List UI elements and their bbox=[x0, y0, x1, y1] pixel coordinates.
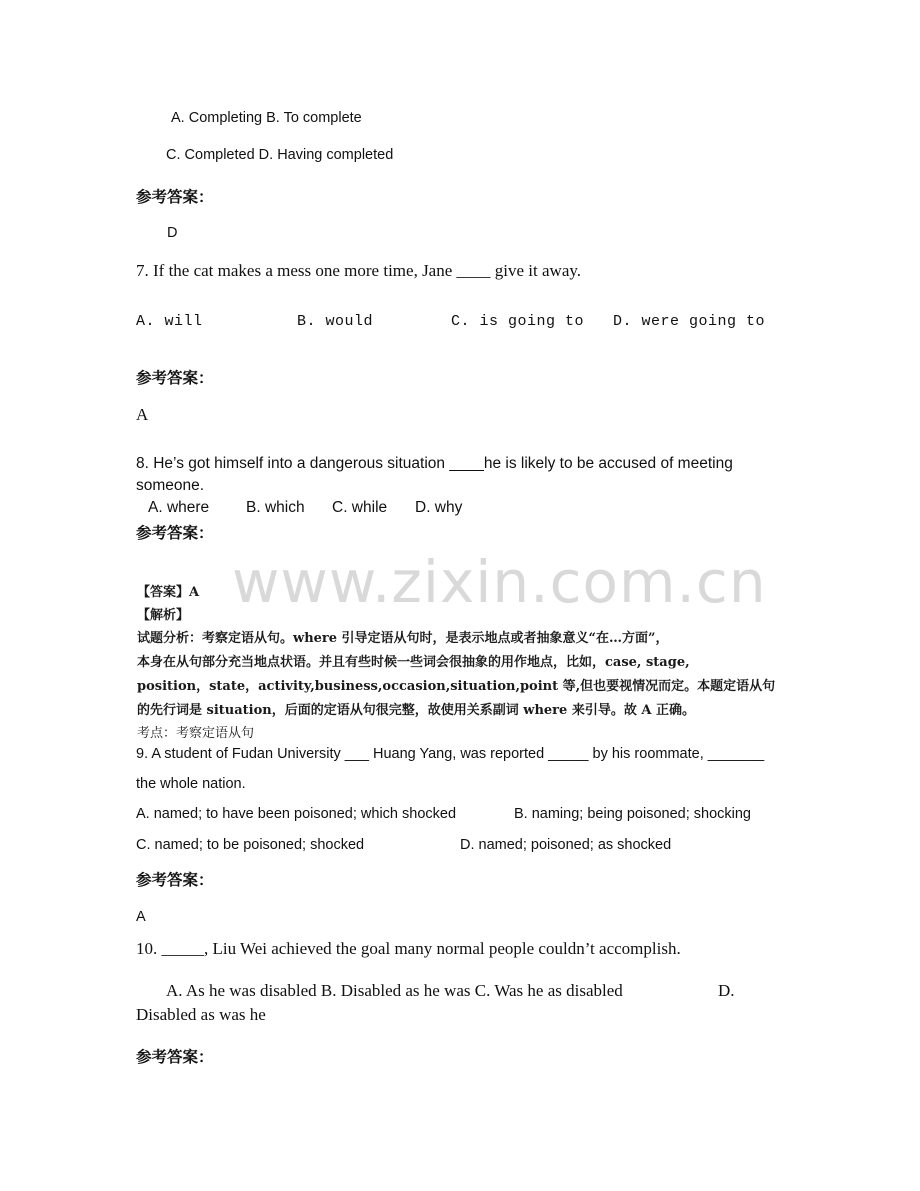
q7-question: 7. If the cat makes a mess one more time, Jane ____ give it away. bbox=[136, 261, 582, 280]
q7-answer: A bbox=[136, 405, 149, 424]
q8-solution-line1: 试题分析：考察定语从句。where 引导定语从句时，是表示地点或者抽象意义“在…方面”， bbox=[137, 631, 669, 646]
q7-option-c: C. is going to bbox=[451, 313, 585, 330]
q9-option-d: D. named; poisoned; as shocked bbox=[460, 837, 672, 853]
q9-option-b: B. naming; being poisoned; shocking bbox=[514, 806, 751, 822]
q6-answer-label: 参考答案： bbox=[136, 188, 214, 206]
q8-solution-line2: 本身在从句部分充当地点状语。并且有些时候一些词会很抽象的用作地点，比如，case, stage, bbox=[137, 655, 690, 670]
q9-question-line2: the whole nation. bbox=[136, 776, 246, 792]
q6-options-line1: A. Completing B. To complete bbox=[171, 110, 362, 126]
q9-answer: A bbox=[136, 909, 146, 925]
q8-solution-line3: position，state，activity,business,occasion,situation,point 等,但也要视情况而定。本题定语从句 bbox=[137, 679, 776, 694]
q8-solution-point: 考点：考察定语从句 bbox=[137, 726, 255, 741]
q8-option-c: C. while bbox=[332, 499, 388, 516]
q10-option-d-prefix: D. bbox=[718, 981, 735, 1000]
q9-question-line1: 9. A student of Fudan University ___ Huang Yang, was reported _____ by his roommate, _______ bbox=[136, 746, 765, 762]
q8-question-line1: 8. He’s got himself into a dangerous situation ____he is likely to be accused of meeting bbox=[136, 455, 733, 472]
q7-answer-label: 参考答案： bbox=[136, 369, 214, 387]
q8-option-d: D. why bbox=[415, 499, 463, 516]
q9-option-c: C. named; to be poisoned; shocked bbox=[136, 837, 365, 853]
q10-question: 10. _____, Liu Wei achieved the goal many normal people couldn’t accomplish. bbox=[136, 939, 681, 958]
q10-options: A. As he was disabled B. Disabled as he was C. Was he as disabled bbox=[166, 981, 623, 1000]
q8-solution-analysis-title: 【解析】 bbox=[137, 608, 190, 623]
q8-option-a: A. where bbox=[148, 499, 210, 516]
q8-solution-line4: 的先行词是 situation，后面的定语从句很完整，故使用关系副词 where 来引导。故 A 正确。 bbox=[137, 703, 695, 718]
q8-question-line2: someone. bbox=[136, 477, 205, 494]
q6-answer: D bbox=[167, 225, 178, 241]
q8-solution-answer: 【答案】A bbox=[137, 585, 200, 600]
watermark: www.zixin.com.cn bbox=[232, 548, 767, 616]
q7-option-b: B. would bbox=[297, 313, 374, 330]
q7-option-a: A. will bbox=[136, 313, 203, 330]
q9-answer-label: 参考答案： bbox=[136, 871, 214, 889]
q6-options-line2: C. Completed D. Having completed bbox=[166, 147, 394, 163]
q7-option-d: D. were going to bbox=[613, 313, 766, 330]
q8-answer-label: 参考答案： bbox=[136, 524, 214, 542]
q10-option-d-text: Disabled as was he bbox=[136, 1005, 266, 1024]
q8-option-b: B. which bbox=[246, 499, 305, 516]
q9-option-a: A. named; to have been poisoned; which shocked bbox=[136, 806, 457, 822]
q10-answer-label: 参考答案： bbox=[136, 1048, 214, 1066]
